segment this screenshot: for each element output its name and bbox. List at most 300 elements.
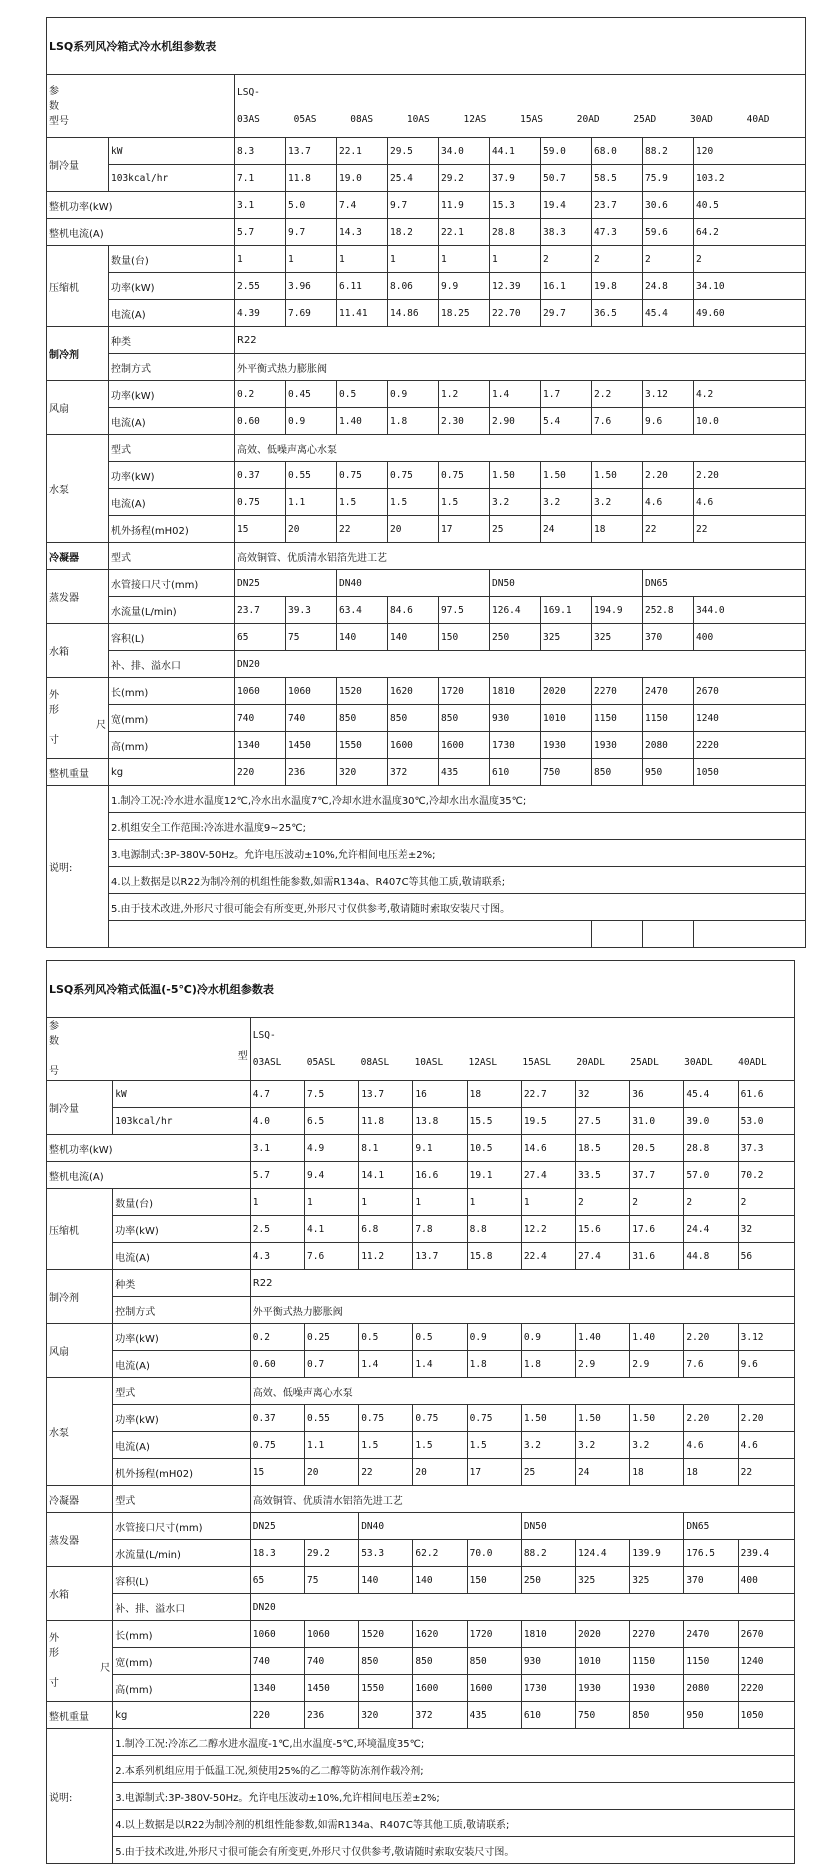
value-cell: 5.7 (250, 1162, 304, 1189)
table-row (47, 1378, 795, 1405)
span-value: DN20 (250, 1594, 794, 1621)
row-label: 型式 (109, 435, 235, 462)
value-cell: 0.55 (286, 462, 337, 489)
value-cell: 1930 (576, 1675, 630, 1702)
value-cell: 4.0 (250, 1108, 304, 1135)
value-cell: 1.50 (521, 1405, 575, 1432)
value-cell: 3.1 (235, 192, 286, 219)
value-cell: 19.5 (521, 1108, 575, 1135)
group-char: 外 (49, 690, 59, 701)
value-cell: 325 (541, 624, 592, 651)
value-cell: 15.5 (467, 1108, 521, 1135)
value-cell: 1.5 (413, 1432, 467, 1459)
value-cell: 194.9 (592, 597, 643, 624)
table-row (47, 1243, 795, 1270)
value-cell: 1 (388, 246, 439, 273)
group-label: 冷凝器 (47, 1486, 113, 1513)
note-row (47, 894, 806, 921)
value-cell: 325 (576, 1567, 630, 1594)
value-cell: 1.50 (541, 462, 592, 489)
value-cell: 1.2 (439, 381, 490, 408)
model-code: 15AS (520, 114, 544, 125)
header-char: 型号 (49, 115, 69, 127)
value-cell: 0.75 (439, 462, 490, 489)
value-cell: 15 (235, 516, 286, 543)
value-cell: 1340 (235, 732, 286, 759)
value-cell: 750 (576, 1702, 630, 1729)
value-cell: 325 (592, 624, 643, 651)
value-cell: 372 (388, 759, 439, 786)
value-cell: 252.8 (643, 597, 694, 624)
row-label: 控制方式 (109, 354, 235, 381)
table-row (47, 1324, 795, 1351)
value-cell: 59.6 (643, 219, 694, 246)
table-row (47, 1108, 795, 1135)
row-label: 功率(kW) (109, 462, 235, 489)
value-cell: 169.1 (541, 597, 592, 624)
row-label: 容积(L) (113, 1567, 251, 1594)
value-cell: 4.6 (684, 1432, 738, 1459)
group-label-dimensions (47, 678, 109, 759)
value-cell: 17.6 (630, 1216, 684, 1243)
value-cell: 0.45 (286, 381, 337, 408)
row-label: 功率(kW) (113, 1405, 251, 1432)
pipe-size-cell: DN65 (643, 570, 806, 597)
value-cell: 59.0 (541, 138, 592, 165)
value-cell: 139.9 (630, 1540, 684, 1567)
value-cell: 236 (305, 1702, 359, 1729)
row-label: 高(mm) (113, 1675, 251, 1702)
value-cell: 0.9 (521, 1324, 575, 1351)
value-cell: 0.9 (467, 1324, 521, 1351)
value-cell: 16 (413, 1081, 467, 1108)
value-cell: 2.20 (684, 1324, 738, 1351)
row-label: 补、排、溢水口 (109, 651, 235, 678)
row-label: 整机功率(kW) (47, 1135, 251, 1162)
table-row (47, 597, 806, 624)
value-cell: 0.75 (250, 1432, 304, 1459)
value-cell: 1050 (738, 1702, 794, 1729)
value-cell: 24.4 (684, 1216, 738, 1243)
value-cell: 19.0 (337, 165, 388, 192)
value-cell: 9.7 (286, 219, 337, 246)
value-cell: 2.9 (576, 1351, 630, 1378)
row-label: 水流量(L/min) (109, 597, 235, 624)
group-label: 水泵 (47, 435, 109, 543)
value-cell: 1150 (684, 1648, 738, 1675)
group-label: 水箱 (47, 624, 109, 678)
value-cell: 1150 (630, 1648, 684, 1675)
value-cell: 950 (684, 1702, 738, 1729)
value-cell: 15.8 (467, 1243, 521, 1270)
header-char: 数 (49, 1036, 59, 1047)
value-cell: 1550 (359, 1675, 413, 1702)
value-cell: 2020 (541, 678, 592, 705)
row-label: 整机电流(A) (47, 219, 235, 246)
param-model-header (47, 75, 235, 138)
model-header (250, 1018, 794, 1081)
note-text: 3.电源制式:3P-380V-50Hz。允许电压波动±10%,允许相间电压差±2%; (113, 1783, 795, 1810)
value-cell: 8.06 (388, 273, 439, 300)
row-label: 型式 (113, 1486, 251, 1513)
value-cell: 1930 (592, 732, 643, 759)
value-cell: 84.6 (388, 597, 439, 624)
value-cell: 18 (467, 1081, 521, 1108)
value-cell: 236 (286, 759, 337, 786)
value-cell: 47.3 (592, 219, 643, 246)
value-cell: 0.2 (235, 381, 286, 408)
value-cell: 36.5 (592, 300, 643, 327)
value-cell: 1.5 (467, 1432, 521, 1459)
value-cell: 610 (490, 759, 541, 786)
value-cell: 65 (250, 1567, 304, 1594)
value-cell: 7.4 (337, 192, 388, 219)
note-row (47, 1837, 795, 1864)
span-value: 高效、低噪声离心水泵 (250, 1378, 794, 1405)
model-code: 08AS (350, 114, 374, 125)
value-cell: 34.0 (439, 138, 490, 165)
value-cell: 63.4 (337, 597, 388, 624)
value-cell: 27.4 (576, 1243, 630, 1270)
value-cell: 1 (521, 1189, 575, 1216)
value-cell: 1550 (337, 732, 388, 759)
group-label: 水泵 (47, 1378, 113, 1486)
table-row (47, 1513, 795, 1540)
row-label: 补、排、溢水口 (113, 1594, 251, 1621)
model-code: 05AS (293, 114, 317, 125)
value-cell: 8.8 (467, 1216, 521, 1243)
model-code: 10AS (406, 114, 430, 125)
value-cell: 2670 (694, 678, 806, 705)
value-cell: 13.7 (286, 138, 337, 165)
value-cell: 75 (305, 1567, 359, 1594)
value-cell: 3.1 (250, 1135, 304, 1162)
value-cell: 1450 (305, 1675, 359, 1702)
value-cell: 850 (630, 1702, 684, 1729)
value-cell: 2.90 (490, 408, 541, 435)
value-cell: 14.1 (359, 1162, 413, 1189)
value-cell: 930 (490, 705, 541, 732)
value-cell: 1.5 (359, 1432, 413, 1459)
value-cell: 1.4 (359, 1351, 413, 1378)
span-value: 高效铜管、优质清水铝箔先进工艺 (235, 543, 806, 570)
value-cell: 370 (643, 624, 694, 651)
value-cell: 3.12 (643, 381, 694, 408)
value-cell: 4.7 (250, 1081, 304, 1108)
value-cell: 930 (521, 1648, 575, 1675)
table-row (47, 1621, 795, 1648)
value-cell: 126.4 (490, 597, 541, 624)
model-code: 12ASL (468, 1057, 498, 1068)
value-cell: 0.75 (388, 462, 439, 489)
value-cell: 7.8 (413, 1216, 467, 1243)
row-label: 宽(mm) (109, 705, 235, 732)
row-label: kg (113, 1702, 251, 1729)
value-cell: 22 (694, 516, 806, 543)
row-label: 水管接口尺寸(mm) (113, 1513, 251, 1540)
value-cell: 320 (359, 1702, 413, 1729)
value-cell: 19.4 (541, 192, 592, 219)
value-cell: 13.7 (359, 1081, 413, 1108)
group-char: 形 (49, 705, 59, 716)
header-char: 数 (49, 100, 59, 112)
value-cell: 40.5 (694, 192, 806, 219)
spec-table-standard (46, 17, 806, 948)
group-char: 尺 (100, 1663, 111, 1674)
value-cell: 740 (286, 705, 337, 732)
value-cell: 0.60 (250, 1351, 304, 1378)
value-cell: 0.9 (286, 408, 337, 435)
row-label: 水流量(L/min) (113, 1540, 251, 1567)
value-cell: 850 (439, 705, 490, 732)
table-row (47, 1351, 795, 1378)
value-cell: 11.8 (359, 1108, 413, 1135)
value-cell: 23.7 (235, 597, 286, 624)
value-cell: 1.1 (305, 1432, 359, 1459)
value-cell: 1240 (738, 1648, 794, 1675)
group-label: 制冷剂 (47, 1270, 113, 1324)
row-label: 宽(mm) (113, 1648, 251, 1675)
value-cell: 24 (576, 1459, 630, 1486)
value-cell: 4.6 (643, 489, 694, 516)
value-cell: 4.9 (305, 1135, 359, 1162)
row-label: 电流(A) (109, 489, 235, 516)
value-cell: 1060 (250, 1621, 304, 1648)
value-cell: 0.55 (305, 1405, 359, 1432)
note-row (47, 786, 806, 813)
value-cell: 1600 (388, 732, 439, 759)
value-cell: 2 (694, 246, 806, 273)
table-row (47, 651, 806, 678)
value-cell: 14.86 (388, 300, 439, 327)
group-label: 制冷量 (47, 138, 109, 192)
value-cell: 1 (250, 1189, 304, 1216)
value-cell: 27.4 (521, 1162, 575, 1189)
value-cell: 25 (521, 1459, 575, 1486)
value-cell: 20 (305, 1459, 359, 1486)
value-cell: 12.39 (490, 273, 541, 300)
value-cell: 4.6 (694, 489, 806, 516)
value-cell: 9.1 (413, 1135, 467, 1162)
span-value: DN20 (235, 651, 806, 678)
value-cell: 14.3 (337, 219, 388, 246)
table-row (47, 381, 806, 408)
value-cell: 7.6 (592, 408, 643, 435)
value-cell: 53.0 (738, 1108, 794, 1135)
group-label: 制冷量 (47, 1081, 113, 1135)
row-label: 电流(A) (109, 300, 235, 327)
value-cell: 4.39 (235, 300, 286, 327)
row-label: 种类 (109, 327, 235, 354)
row-label: 长(mm) (109, 678, 235, 705)
value-cell: 22.1 (337, 138, 388, 165)
value-cell: 25.4 (388, 165, 439, 192)
row-label: 功率(kW) (113, 1216, 251, 1243)
header-row (47, 75, 806, 138)
note-text: 2.本系列机组应用于低温工况,须使用25%的乙二醇等防冻剂作载冷剂; (113, 1756, 795, 1783)
value-cell: 20 (286, 516, 337, 543)
value-cell: 18 (684, 1459, 738, 1486)
value-cell: 2220 (738, 1675, 794, 1702)
table-row (47, 732, 806, 759)
value-cell: 38.3 (541, 219, 592, 246)
model-code: 25ADL (630, 1057, 659, 1068)
value-cell: 1.8 (521, 1351, 575, 1378)
value-cell: 1620 (413, 1621, 467, 1648)
value-cell: 2.30 (439, 408, 490, 435)
value-cell: 250 (521, 1567, 575, 1594)
note-text: 5.由于技术改进,外形尺寸很可能会有所变更,外形尺寸仅供参考,敬请随时索取安装尺寸图。 (109, 894, 806, 921)
row-label: 数量(台) (113, 1189, 251, 1216)
value-cell: 0.5 (413, 1324, 467, 1351)
row-label: 电流(A) (113, 1243, 251, 1270)
value-cell: 1810 (521, 1621, 575, 1648)
header-row (47, 1018, 795, 1081)
group-label: 蒸发器 (47, 1513, 113, 1567)
value-cell: 850 (413, 1648, 467, 1675)
value-cell: 3.2 (592, 489, 643, 516)
value-cell: 17 (439, 516, 490, 543)
model-code: 15ASL (522, 1057, 552, 1068)
model-code: 30ADL (684, 1057, 713, 1068)
value-cell: 39.0 (684, 1108, 738, 1135)
span-value: R22 (250, 1270, 794, 1297)
value-cell: 140 (388, 624, 439, 651)
value-cell: 1.4 (490, 381, 541, 408)
table-row (47, 1189, 795, 1216)
value-cell: 6.8 (359, 1216, 413, 1243)
row-label: 种类 (113, 1270, 251, 1297)
model-code: 10ASL (414, 1057, 444, 1068)
row-label: 功率(kW) (113, 1324, 251, 1351)
value-cell: 29.5 (388, 138, 439, 165)
row-label: 整机电流(A) (47, 1162, 251, 1189)
value-cell: 176.5 (684, 1540, 738, 1567)
table-row (47, 1135, 795, 1162)
row-label: 103kcal/hr (109, 165, 235, 192)
group-char: 寸 (49, 735, 59, 746)
value-cell: 372 (413, 1702, 467, 1729)
value-cell: 2 (643, 246, 694, 273)
table-row (47, 165, 806, 192)
value-cell: 61.6 (738, 1081, 794, 1108)
value-cell: 7.6 (684, 1351, 738, 1378)
value-cell: 1.50 (576, 1405, 630, 1432)
value-cell: 0.25 (305, 1324, 359, 1351)
table-title: LSQ系列风冷箱式冷水机组参数表 (47, 18, 806, 75)
value-cell: 1060 (305, 1621, 359, 1648)
value-cell: 18 (630, 1459, 684, 1486)
table-row (47, 1567, 795, 1594)
value-cell: 1600 (439, 732, 490, 759)
title-row (47, 18, 806, 75)
value-cell: 1720 (467, 1621, 521, 1648)
value-cell: 23.7 (592, 192, 643, 219)
value-cell: 88.2 (521, 1540, 575, 1567)
value-cell: 24.8 (643, 273, 694, 300)
value-cell: 2.20 (738, 1405, 794, 1432)
value-cell: 28.8 (490, 219, 541, 246)
value-cell: 15 (250, 1459, 304, 1486)
value-cell: 4.3 (250, 1243, 304, 1270)
value-cell: 13.8 (413, 1108, 467, 1135)
value-cell: 750 (541, 759, 592, 786)
table-row (47, 1216, 795, 1243)
value-cell: 1930 (541, 732, 592, 759)
value-cell: 1 (467, 1189, 521, 1216)
value-cell: 740 (250, 1648, 304, 1675)
value-cell: 11.41 (337, 300, 388, 327)
table-row (47, 624, 806, 651)
value-cell: 17 (467, 1459, 521, 1486)
row-label: 机外扬程(mH02) (109, 516, 235, 543)
note-row (47, 1783, 795, 1810)
value-cell: 0.5 (359, 1324, 413, 1351)
row-label: 水管接口尺寸(mm) (109, 570, 235, 597)
value-cell: 7.1 (235, 165, 286, 192)
value-cell: 22.1 (439, 219, 490, 246)
value-cell: 10.0 (694, 408, 806, 435)
value-cell: 1 (305, 1189, 359, 1216)
value-cell: 3.2 (521, 1432, 575, 1459)
value-cell: 58.5 (592, 165, 643, 192)
value-cell: 1150 (643, 705, 694, 732)
header-char: 参 (49, 85, 59, 97)
value-cell: 34.10 (694, 273, 806, 300)
value-cell: 13.7 (413, 1243, 467, 1270)
value-cell: 1600 (467, 1675, 521, 1702)
value-cell: 1240 (694, 705, 806, 732)
value-cell: 2.5 (250, 1216, 304, 1243)
table-row (47, 1081, 795, 1108)
row-label: 长(mm) (113, 1621, 251, 1648)
value-cell: 370 (684, 1567, 738, 1594)
note-row (47, 1756, 795, 1783)
table-row (47, 462, 806, 489)
value-cell: 11.9 (439, 192, 490, 219)
value-cell: 22 (643, 516, 694, 543)
blank-cell (109, 921, 592, 948)
value-cell: 1 (439, 246, 490, 273)
group-label: 水箱 (47, 1567, 113, 1621)
value-cell: 9.6 (643, 408, 694, 435)
value-cell: 400 (694, 624, 806, 651)
value-cell: 0.75 (413, 1405, 467, 1432)
value-cell: 0.75 (235, 489, 286, 516)
value-cell: 11.8 (286, 165, 337, 192)
value-cell: 37.3 (738, 1135, 794, 1162)
value-cell: 3.2 (630, 1432, 684, 1459)
value-cell: 2.55 (235, 273, 286, 300)
table-row (47, 354, 806, 381)
span-value: 高效铜管、优质清水铝箔先进工艺 (250, 1486, 794, 1513)
value-cell: 22 (359, 1459, 413, 1486)
value-cell: 610 (521, 1702, 575, 1729)
header-char: 号 (49, 1066, 59, 1077)
table-row (47, 1675, 795, 1702)
table-row (47, 516, 806, 543)
value-cell: 11.2 (359, 1243, 413, 1270)
value-cell: 1 (286, 246, 337, 273)
note-text: 3.电源制式:3P-380V-50Hz。允许电压波动±10%,允许相间电压差±2%; (109, 840, 806, 867)
note-text: 1.制冷工况:冷水进水温度12℃,冷水出水温度7℃,冷却水进水温度30℃,冷却水出水温度35℃; (109, 786, 806, 813)
value-cell: 49.60 (694, 300, 806, 327)
spec-table-low-temp (46, 960, 795, 1864)
value-cell: 6.5 (305, 1108, 359, 1135)
table-row (47, 300, 806, 327)
value-cell: 22 (738, 1459, 794, 1486)
note-row (47, 867, 806, 894)
